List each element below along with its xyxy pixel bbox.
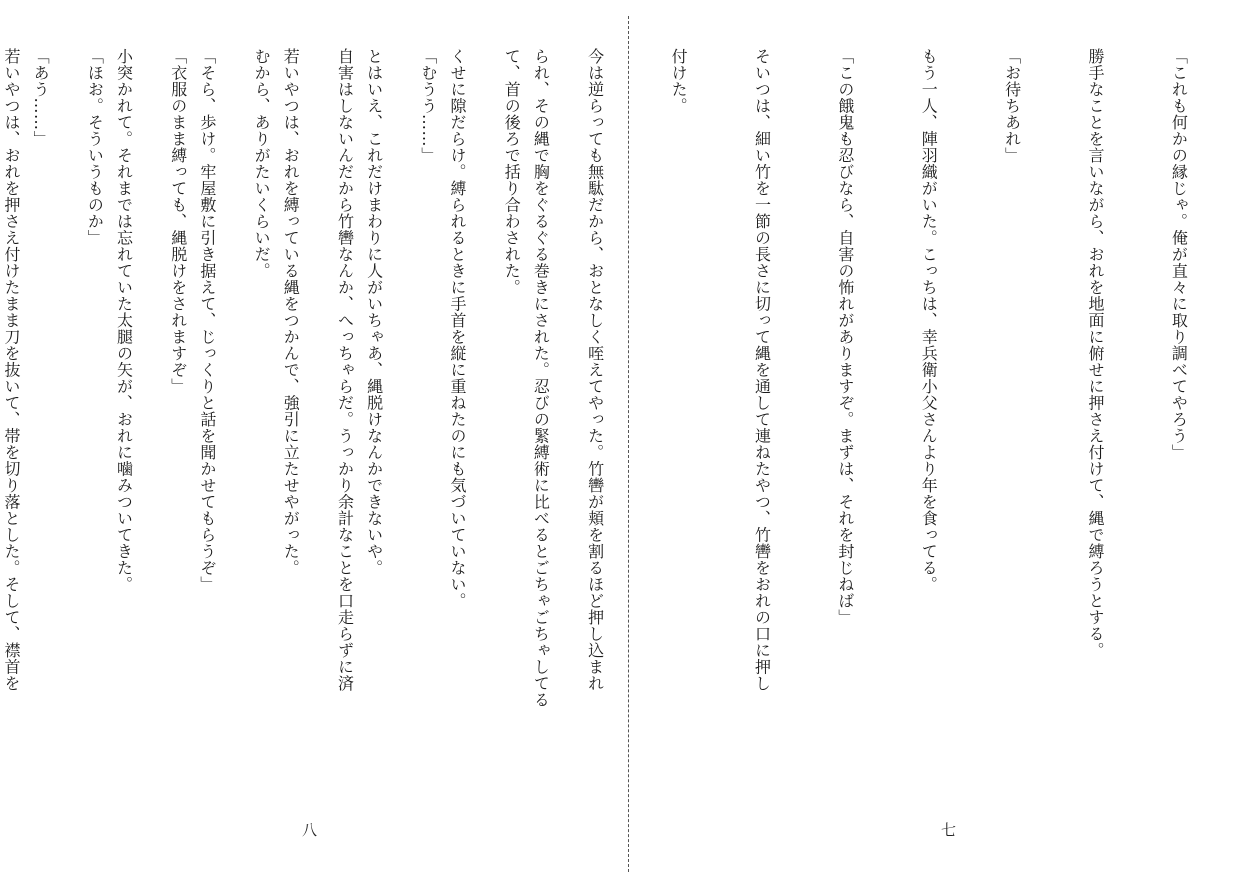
text-column: 若いやつは、おれを縛っている縄をつかんで、強引に立たせやがった。: [281, 48, 301, 576]
text-column: 「これも何かの縁じゃ。俺が直々に取り調べてやろう」: [1169, 48, 1189, 461]
text-column: て、首の後ろで括り合わされた。: [502, 48, 522, 296]
text-column: 勝手なことを言いながら、おれを地面に俯せに押さえ付けて、縄で縛ろうとする。: [1086, 48, 1106, 659]
page-number-left: 八: [302, 821, 318, 839]
text-column: 自害はしないんだから竹轡なんか、へっちゃらだ。うっかり余計なことを口走らずに済: [335, 48, 355, 692]
text-column: もう一人、陣羽織がいた。こっちは、幸兵衛小父さんより年を食ってる。: [919, 48, 939, 593]
text-column: 「むうう……」: [418, 48, 438, 164]
text-column: くせに隙だらけ。縛られるときに手首を縦に重ねたのにも気づいていない。: [448, 48, 468, 609]
text-column: 「ほお。そういうものか」: [85, 48, 105, 246]
text-column: 「衣服のまま縛っても、縄脱けをされますぞ」: [168, 48, 188, 395]
text-column: 「お待ちあれ」: [1002, 48, 1022, 164]
page-number-right: 七: [941, 821, 957, 839]
text-column: 今は逆らっても無駄だから、おとなしく咥えてやった。竹轡が頬を割るほど押し込まれ: [585, 48, 605, 692]
text-column: 「そら、歩け。牢屋敷に引き据えて、じっくりと話を聞かせてもらうぞ」: [197, 48, 217, 593]
text-column: とはいえ、これだけまわりに人がいちゃあ、縄脱けなんかできないや。: [364, 48, 384, 576]
text-column: 若いやつは、おれを押さえ付けたまま刀を抜いて、帯を切り落とした。そして、襟首を: [1, 48, 21, 692]
text-column: 「あう……」: [31, 48, 51, 147]
text-column: られ、その縄で胸をぐるぐる巻きにされた。忍びの緊縛術に比べるとごちゃごちゃしてる: [531, 48, 551, 708]
text-column: 小突かれて。それまでは忘れていた太腿の矢が、おれに噛みついてきた。: [114, 48, 134, 593]
text-column: 「この餓鬼も忍びなら、自害の怖れがありますぞ。まずは、それを封じねば」: [835, 48, 855, 626]
text-column: むから、ありがたいくらいだ。: [252, 48, 272, 279]
text-column: そいつは、細い竹を一節の長さに切って縄を通して連ねたやつ、竹轡をおれの口に押し: [752, 48, 772, 692]
text-column: 付けた。: [669, 48, 689, 114]
